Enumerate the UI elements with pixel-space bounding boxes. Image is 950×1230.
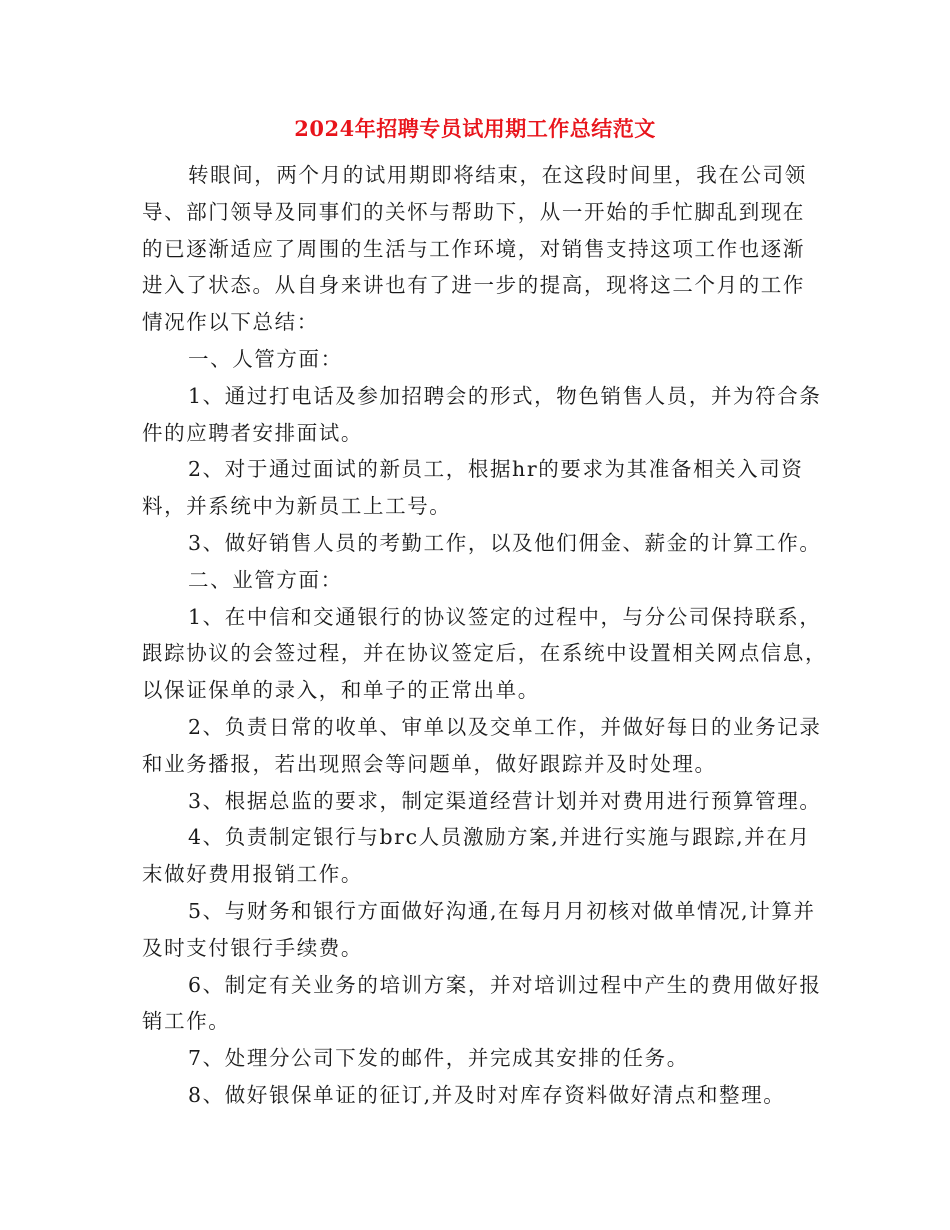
text-line: 末做好费用报销工作。 xyxy=(142,862,363,887)
text-line: 7、处理分公司下发的邮件，并完成其安排的任务。 xyxy=(188,1046,689,1071)
text-line: 情况作以下总结： xyxy=(142,310,319,335)
text-line: 1、在中信和交通银行的协议签定的过程中，与分公司保持联系， xyxy=(188,604,822,629)
text-line: 料，并系统中为新员工上工号。 xyxy=(142,494,452,519)
text-line: 5、与财务和银行方面做好沟通,在每月月初核对做单情况,计算并 xyxy=(188,898,816,923)
text-line: 销工作。 xyxy=(142,1009,231,1034)
text-line: 和业务播报，若出现照会等问题单，做好跟踪并及时处理。 xyxy=(142,751,717,776)
text-line: 的已逐渐适应了周围的生活与工作环境，对销售支持这项工作也逐渐 xyxy=(142,236,805,261)
text-line: 以保证保单的录入，和单子的正常出单。 xyxy=(142,678,540,703)
text-line: 3、做好销售人员的考勤工作，以及他们佣金、薪金的计算工作。 xyxy=(188,530,822,555)
text-line: 3、根据总监的要求，制定渠道经营计划并对费用进行预算管理。 xyxy=(188,788,822,813)
text-line: 4、负责制定银行与brc人员激励方案,并进行实施与跟踪,并在月 xyxy=(188,825,811,850)
text-line: 2、对于通过面试的新员工，根据hr的要求为其准备相关入司资 xyxy=(188,457,804,482)
text-line: 1、通过打电话及参加招聘会的形式，物色销售人员，并为符合条 xyxy=(188,383,822,408)
text-line: 及时支付银行手续费。 xyxy=(142,935,363,960)
text-line: 6、制定有关业务的培训方案，并对培训过程中产生的费用做好报 xyxy=(188,972,822,997)
document-title: 2024年招聘专员试用期工作总结范文 xyxy=(294,116,656,141)
text-line: 二、业管方面： xyxy=(188,567,343,592)
text-line: 跟踪协议的会签过程，并在协议签定后，在系统中设置相关网点信息， xyxy=(142,641,828,666)
text-line: 转眼间，两个月的试用期即将结束，在这段时间里，我在公司领 xyxy=(188,163,807,187)
text-line: 件的应聘者安排面试。 xyxy=(142,420,363,445)
text-line: 2、负责日常的收单、审单以及交单工作，并做好每日的业务记录 xyxy=(188,714,822,739)
document-body xyxy=(142,157,828,1114)
text-line: 进入了状态。从自身来讲也有了进一步的提高，现将这二个月的工作 xyxy=(142,273,805,298)
text-line: 8、做好银保单证的征订,并及时对库存资料做好清点和整理。 xyxy=(188,1082,786,1107)
text-line: 导、部门领导及同事们的关怀与帮助下，从一开始的手忙脚乱到现在 xyxy=(142,199,805,224)
text-line: 一、人管方面： xyxy=(188,346,343,371)
